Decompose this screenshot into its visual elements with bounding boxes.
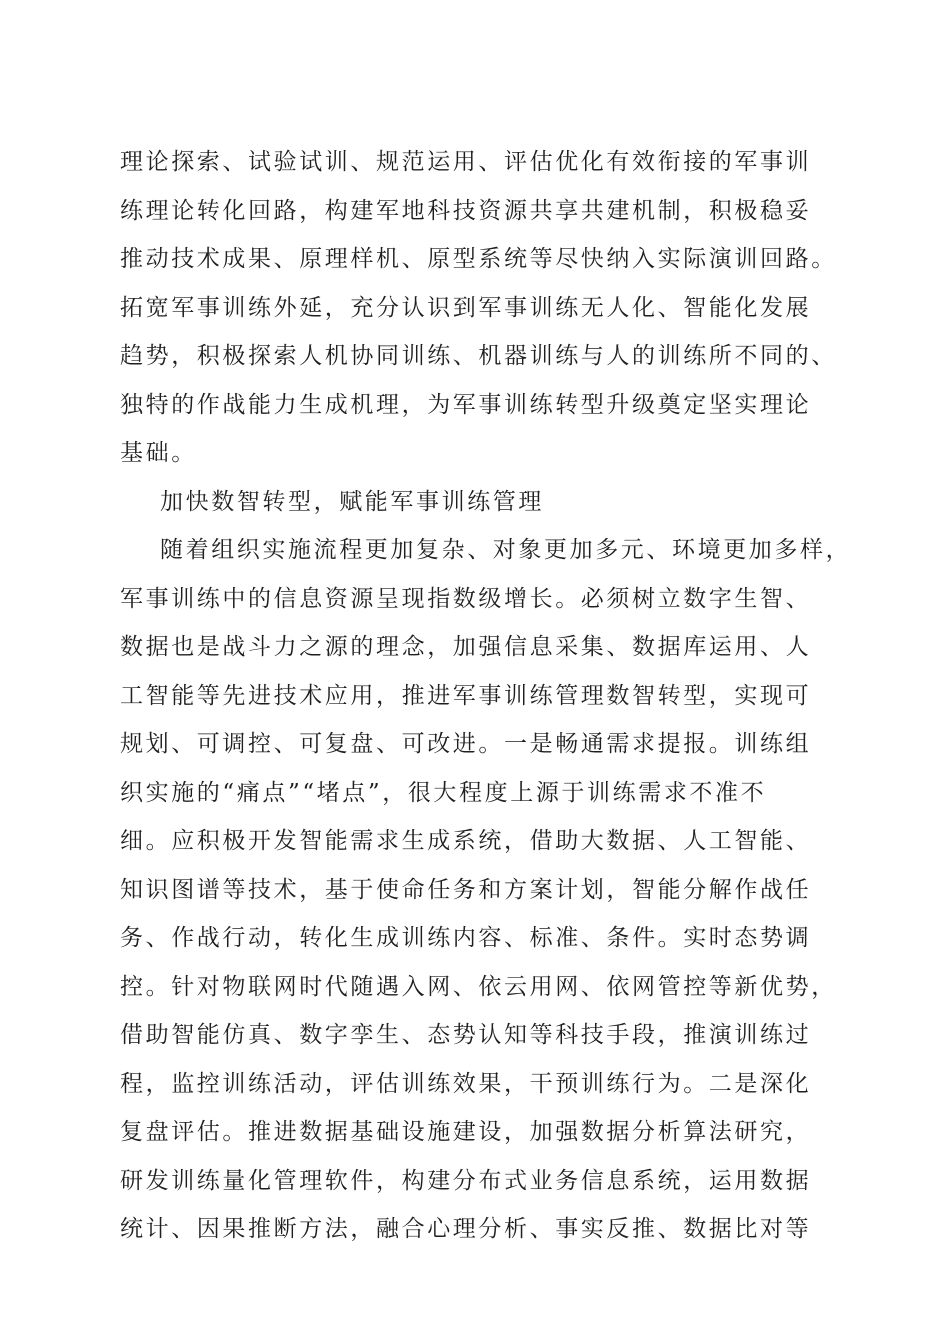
text-line: 复盘评估。推进数据基础设施建设，加强数据分析算法研究， — [120, 1119, 812, 1145]
text-line: 独特的作战能力生成机理，为军事训练转型升级奠定坚实理论 — [120, 391, 812, 418]
text-line: 数据也是战斗力之源的理念，加强信息采集、数据库运用、人 — [120, 634, 812, 660]
text-line: 拓宽军事训练外延，充分认识到军事训练无人化、智能化发展 — [120, 294, 812, 321]
text-line: 知识图谱等技术，基于使命任务和方案计划，智能分解作战任 — [120, 876, 812, 903]
section-heading: 加快数智转型，赋能军事训练管理 — [160, 488, 544, 515]
text-line: 趋势，积极探索人机协同训练、机器训练与人的训练所不同的、 — [120, 343, 837, 369]
text-line: 细。应积极开发智能需求生成系统，借助大数据、人工智能、 — [120, 828, 812, 854]
text-line: 军事训练中的信息资源呈现指数级增长。必须树立数字生智、 — [120, 585, 812, 612]
text-line: 织实施的“痛点”“堵点”，很大程度上源于训练需求不准不 — [120, 779, 767, 806]
text-line: 统计、因果推断方法，融合心理分析、事实反推、数据比对等 — [120, 1216, 812, 1242]
document-body — [120, 138, 852, 1254]
text-line: 练理论转化回路，构建军地科技资源共享共建机制，积极稳妥 — [120, 197, 812, 224]
text-line: 推动技术成果、原理样机、原型系统等尽快纳入实际演训回路。 — [120, 246, 837, 272]
text-line: 随着组织实施流程更加复杂、对象更加多元、环境更加多样， — [160, 537, 852, 563]
text-line: 借助智能仿真、数字孪生、态势认知等科技手段，推演训练过 — [120, 1022, 812, 1048]
text-line: 基础。 — [120, 440, 197, 466]
text-line: 工智能等先进技术应用，推进军事训练管理数智转型，实现可 — [120, 682, 812, 709]
text-line: 理论探索、试验试训、规范运用、评估优化有效衔接的军事训 — [120, 149, 812, 175]
text-line: 程，监控训练活动，评估训练效果，干预训练行为。二是深化 — [120, 1070, 812, 1097]
text-line: 研发训练量化管理软件，构建分布式业务信息系统，运用数据 — [120, 1167, 812, 1194]
text-line: 务、作战行动，转化生成训练内容、标准、条件。实时态势调 — [120, 925, 812, 951]
text-line: 规划、可调控、可复盘、可改进。一是畅通需求提报。训练组 — [120, 731, 812, 757]
text-line: 控。针对物联网时代随遇入网、依云用网、依网管控等新优势， — [120, 973, 837, 1000]
